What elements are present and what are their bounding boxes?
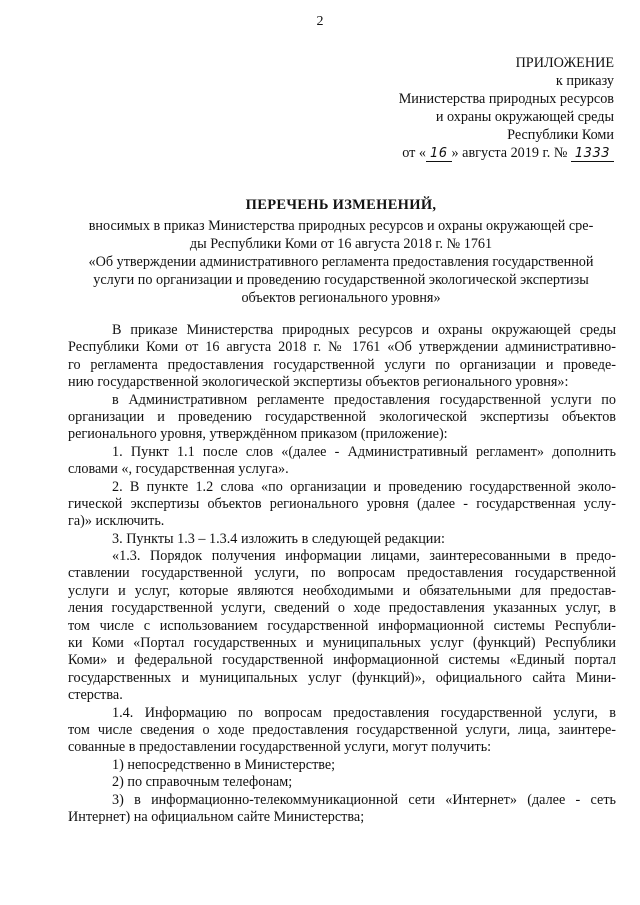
body-line: государственных и муниципальных услуг (функций)», официального сайта Мини- bbox=[68, 669, 616, 686]
body-line: ки Коми «Портал государственных и муниципальных услуг (функций) Республики bbox=[68, 635, 616, 652]
body-line: организации и проведению государственной экологической экспертизы объектов bbox=[68, 408, 616, 425]
appendix-line: и охраны окружающей среды bbox=[435, 109, 614, 125]
date-prefix: от « bbox=[402, 145, 426, 161]
body-line: регионального уровня, утверждённом приказом (приложение): bbox=[68, 426, 448, 443]
title-line: «Об утверждении административного регламента предоставления государственной bbox=[88, 254, 594, 270]
body-line: 1. Пункт 1.1 после слов «(далее - Административный регламент» дополнить bbox=[112, 443, 616, 460]
title-line: услуги по организации и проведению государственной экологической экспертизы bbox=[93, 272, 589, 288]
body-line: Республики Коми от 16 августа 2018 г. № 1761 «Об утверждении административно- bbox=[68, 339, 616, 356]
title-block bbox=[66, 196, 616, 307]
body-line: ления государственной услуги, сведений о ходе предоставления указанных услуг, в bbox=[68, 600, 616, 617]
body-line: словами «, государственная услуга». bbox=[68, 461, 289, 478]
appendix-line: Республики Коми bbox=[507, 127, 614, 143]
body-line: 3. Пункты 1.3 – 1.3.4 изложить в следующей редакции: bbox=[112, 530, 445, 547]
handwritten-order-number: 1333 bbox=[571, 147, 614, 162]
page-number: 2 bbox=[316, 14, 324, 29]
body-line: том числе с использованием государственной информационной системы Республи- bbox=[68, 617, 616, 634]
title-line: вносимых в приказ Министерства природных ресурсов и охраны окружающей сре- bbox=[88, 218, 594, 234]
body-line: том числе сведения о ходе предоставления государственной услуги, лица, заинтере- bbox=[68, 721, 616, 738]
body-line: 2. В пункте 1.2 слова «по организации и проведению государственной эколо- bbox=[112, 478, 616, 495]
appendix-line: Министерства природных ресурсов bbox=[398, 91, 614, 107]
body-line: 1.4. Информацию по вопросам предоставления государственной услуги, в bbox=[112, 704, 616, 721]
body-line: 1) непосредственно в Министерстве; bbox=[112, 756, 336, 773]
body-text bbox=[68, 322, 616, 826]
body-line: «1.3. Порядок получения информации лицами, заинтересованными в предо- bbox=[112, 548, 616, 565]
body-line: сованные в предоставлении государственной услуги, могут получить: bbox=[68, 739, 492, 756]
body-line: ставлении государственной услуги, по вопросам предоставления государственной bbox=[68, 565, 616, 582]
title-line: объектов регионального уровня» bbox=[241, 290, 441, 306]
body-line: Интернет) на официальном сайте Министерства; bbox=[68, 808, 365, 825]
document-heading: ПЕРЕЧЕНЬ ИЗМЕНЕНИЙ, bbox=[245, 197, 437, 213]
date-middle: » августа 2019 г. № bbox=[451, 145, 568, 161]
appendix-title: ПРИЛОЖЕНИЕ bbox=[515, 55, 614, 71]
body-line: гической экспертизы объектов регионального уровня (далее - государственная услу- bbox=[68, 495, 616, 512]
appendix-line: к приказу bbox=[555, 73, 614, 89]
body-line: Коми» и федеральной государственной информационной системы «Единый портал bbox=[68, 652, 616, 669]
title-line: ды Республики Коми от 16 августа 2018 г. № 1761 bbox=[189, 236, 493, 252]
appendix-date bbox=[254, 144, 614, 162]
appendix-header bbox=[254, 54, 614, 162]
body-line: 3) в информационно-телекоммуникационной сети «Интернет» (далее - сеть bbox=[112, 791, 616, 808]
body-line: 2) по справочным телефонам; bbox=[112, 774, 293, 791]
body-line: в Административном регламенте предоставления государственной услуги по bbox=[112, 391, 616, 408]
handwritten-day: 16 bbox=[426, 147, 452, 162]
body-line: В приказе Министерства природных ресурсов и охраны окружающей среды bbox=[112, 322, 616, 338]
body-line: нию государственной экологической экспертизы объектов регионального уровня»: bbox=[68, 374, 569, 391]
body-line: стерства. bbox=[68, 687, 123, 704]
body-line: услуги и услуг, которые являются необходимыми и обязательными для предостав- bbox=[68, 582, 616, 599]
body-line: го регламента предоставления государственной услуги по организации и проведе- bbox=[68, 356, 616, 373]
body-line: га)» исключить. bbox=[68, 513, 165, 530]
